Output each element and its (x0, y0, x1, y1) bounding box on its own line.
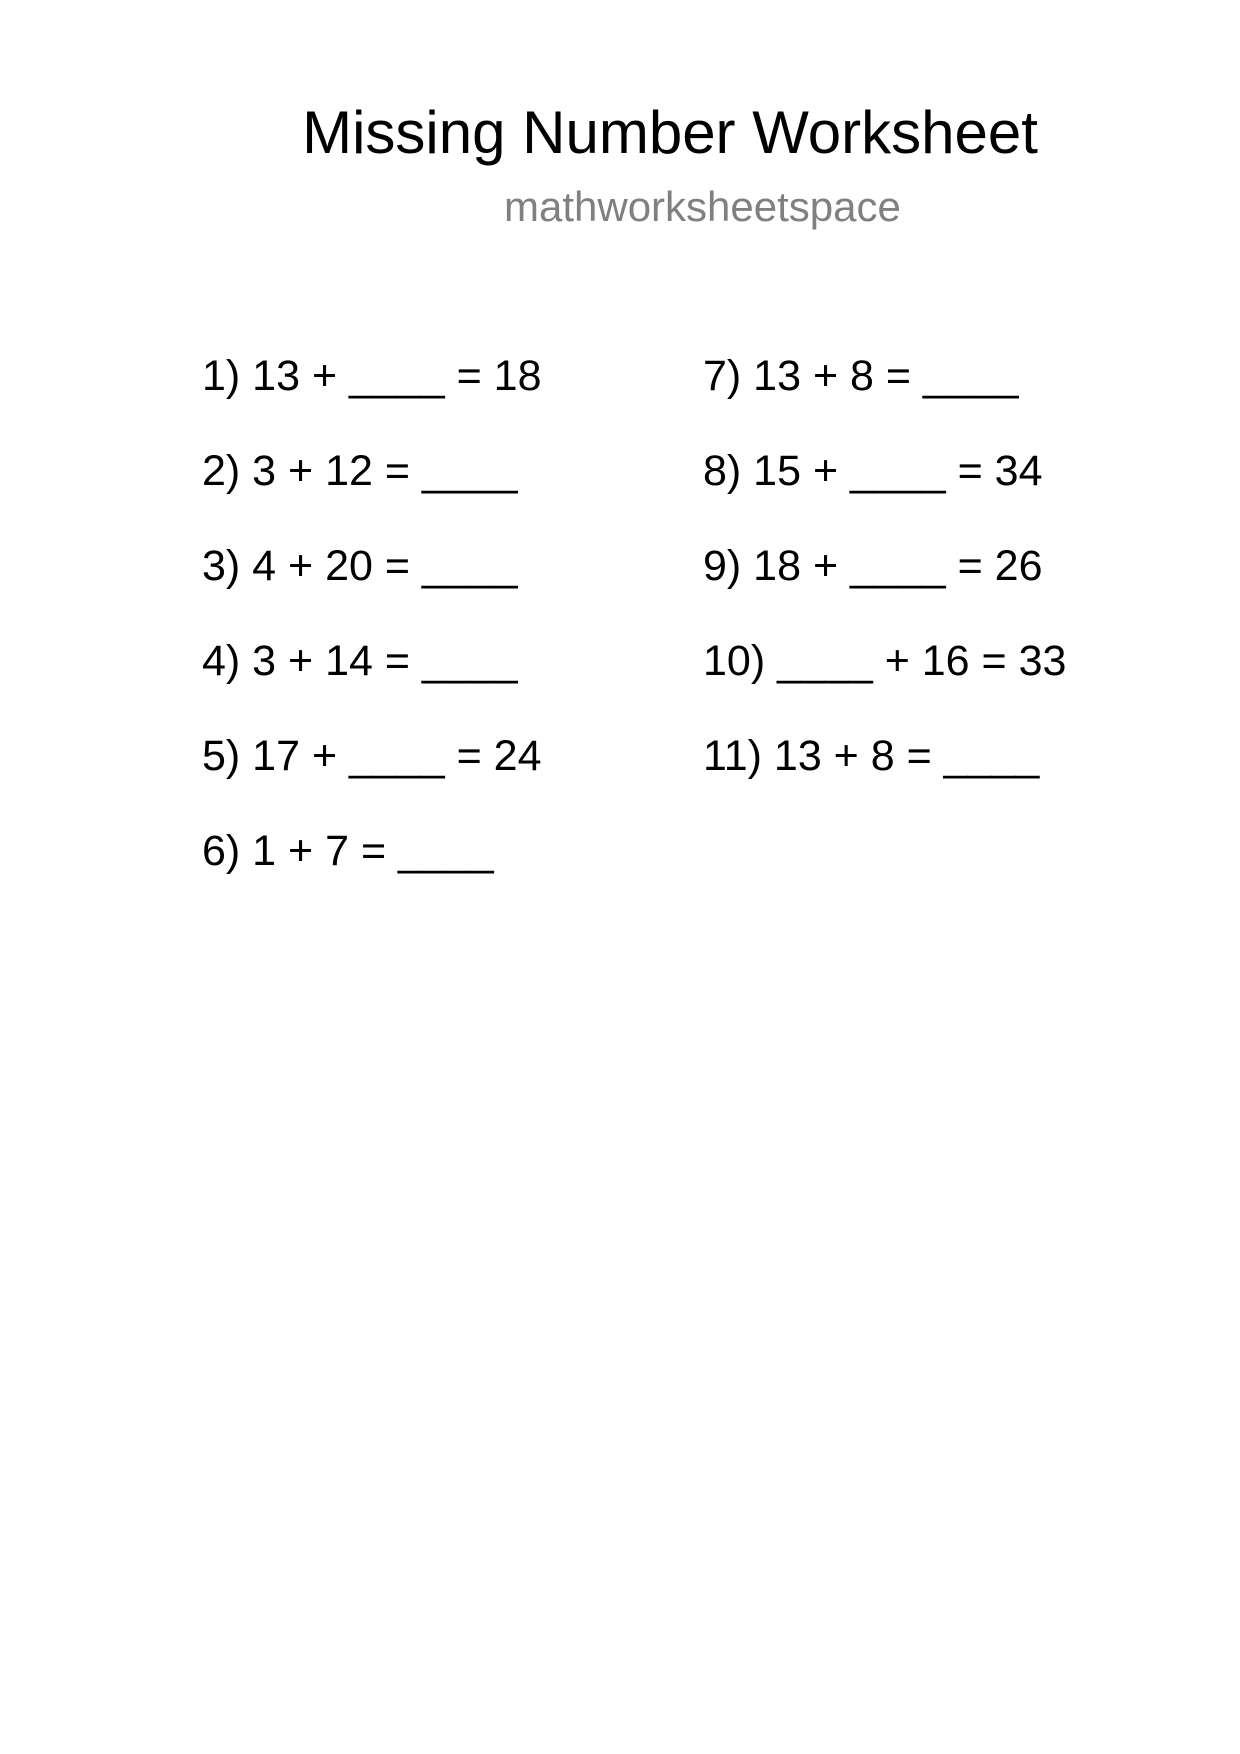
problem-3: 3) 4 + 20 = ____ (202, 542, 518, 590)
problem-5: 5) 17 + ____ = 24 (202, 732, 542, 780)
worksheet-title: Missing Number Worksheet (302, 99, 1038, 166)
worksheet-subtitle: mathworksheetspace (504, 183, 901, 230)
problem-2: 2) 3 + 12 = ____ (202, 447, 518, 495)
problems-left-column (202, 348, 542, 918)
problem-4: 4) 3 + 14 = ____ (202, 637, 518, 685)
problem-1: 1) 13 + ____ = 18 (202, 352, 542, 400)
problem-9: 9) 18 + ____ = 26 (703, 542, 1043, 590)
problem-10: 10) ____ + 16 = 33 (703, 637, 1067, 685)
problem-7: 7) 13 + 8 = ____ (703, 352, 1019, 400)
problem-11: 11) 13 + 8 = ____ (703, 732, 1040, 780)
problems-right-column (703, 348, 1066, 823)
problem-8: 8) 15 + ____ = 34 (703, 447, 1043, 495)
problem-6: 6) 1 + 7 = ____ (202, 827, 494, 875)
